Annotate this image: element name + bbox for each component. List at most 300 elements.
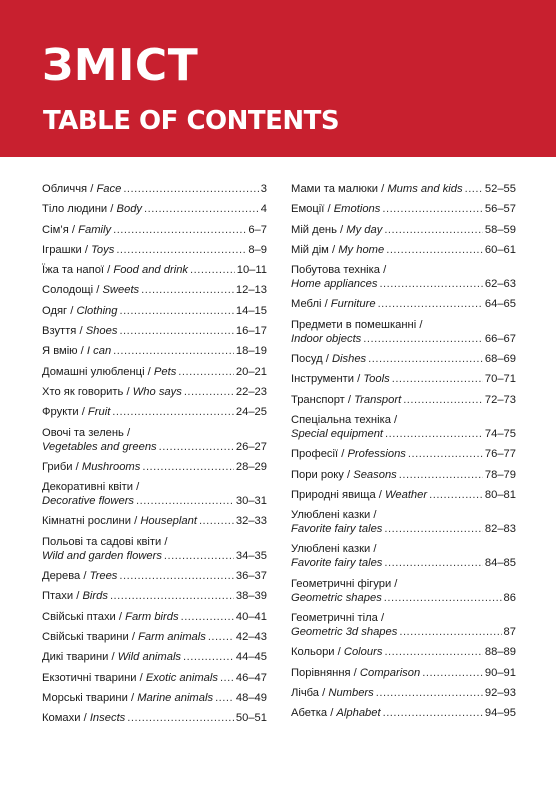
toc-entry-title-en: Professions: [347, 448, 406, 461]
toc-entry-line: [291, 468, 516, 482]
toc-entry-line: [42, 243, 267, 257]
toc-entry-pages: 90–91: [484, 666, 516, 679]
toc-entry: [42, 243, 267, 257]
toc-entry-line: [42, 691, 267, 705]
toc-entry-title-uk: Морські тварини: [42, 691, 128, 704]
toc-entry-title: [291, 297, 376, 311]
dot-leader: [378, 297, 483, 311]
toc-entry-separator: /: [68, 223, 79, 236]
toc-entry-pages: 66–67: [484, 332, 516, 345]
toc-entry-separator: /: [328, 243, 339, 256]
toc-entry-title-uk: Комахи: [42, 712, 81, 725]
toc-entry-pages: 92–93: [484, 686, 516, 699]
toc-entry-title-uk: Кольори: [291, 646, 335, 659]
toc-entry-title-uk: Іграшки: [42, 243, 82, 256]
toc-entry-separator: /: [108, 651, 118, 664]
toc-entry-line: [42, 711, 267, 725]
toc-entry-title: [291, 666, 420, 680]
dot-leader: [384, 645, 482, 659]
toc-entry: [42, 535, 267, 563]
toc-entry-pages: 60–61: [484, 243, 516, 256]
toc-entry-title: [291, 645, 382, 659]
toc-entry-title-en: Exotic animals: [145, 671, 218, 684]
toc-entry-title-uk: Лічба: [291, 686, 320, 699]
toc-entry-title-en: Emotions: [333, 203, 381, 216]
toc-entry-line: [291, 488, 516, 502]
toc-entry-title-uk: Обличчя: [42, 183, 88, 195]
toc-entry-separator: /: [344, 393, 355, 406]
dot-leader: [123, 182, 258, 196]
dot-leader: [110, 589, 234, 603]
toc-entry-separator: /: [76, 325, 86, 338]
toc-entry-title-uk: Мій дім: [291, 243, 329, 256]
toc-entry-separator: /: [73, 590, 83, 603]
toc-entry-pages: 70–71: [484, 373, 516, 386]
dot-leader: [429, 488, 483, 502]
toc-entry-pages: 86: [503, 591, 516, 604]
toc-entry-line: [42, 182, 267, 196]
toc-entry-separator: /: [115, 610, 126, 623]
toc-entry-separator: /: [78, 406, 88, 419]
toc-entry-title: [42, 691, 213, 705]
toc-entry-pages: 64–65: [484, 298, 516, 311]
toc-entry-title-uk: Улюблені казки /: [291, 509, 377, 522]
toc-entry-separator: /: [327, 707, 337, 720]
dot-leader: [215, 691, 234, 705]
toc-entry-title-en: Insects: [89, 712, 126, 725]
toc-entry-line: [42, 494, 267, 508]
toc-entry-separator: /: [321, 298, 331, 311]
toc-entry-line: [42, 283, 267, 297]
dot-leader: [422, 666, 483, 680]
toc-entry: [291, 352, 516, 366]
toc-entry-title-uk: Абетка: [291, 707, 328, 720]
toc-entry-title-uk: Екзотичні тварини: [42, 671, 137, 684]
toc-entry-title-uk: Декоративні квіти /: [42, 481, 140, 494]
toc-entry-separator: /: [81, 243, 92, 256]
toc-entry-title-uk: Транспорт: [291, 393, 345, 406]
toc-entry-title: [42, 671, 218, 685]
toc-entry-title-uk: Взуття: [42, 325, 77, 338]
toc-entry-title-uk: Я вмію: [42, 345, 78, 358]
toc-entry-title-en: Weather: [385, 488, 428, 501]
toc-entry-line: [291, 182, 516, 196]
dot-leader: [178, 365, 234, 379]
toc-entry-title: [42, 610, 179, 624]
toc-entry-line: [42, 589, 267, 603]
toc-entry-separator: /: [80, 712, 90, 725]
toc-entry: [291, 372, 516, 386]
toc-entry-title: [42, 460, 140, 474]
toc-entry-title-uk: Дикі тварини: [42, 651, 109, 664]
toc-entry: [42, 182, 267, 196]
toc-entry-line: [42, 202, 267, 216]
dot-leader: [164, 549, 234, 563]
toc-entry-title-en: Special equipment: [291, 427, 384, 440]
toc-entry: [291, 611, 516, 639]
toc-entry: [291, 182, 516, 196]
toc-entry-title-en: Food and drink: [113, 264, 189, 277]
toc-entry-title-en: Pets: [153, 365, 177, 378]
dot-leader: [363, 332, 483, 346]
toc-entry-line: [291, 447, 516, 461]
toc-entry-line: [291, 666, 516, 680]
toc-entry-title-en: Colours: [343, 646, 383, 659]
toc-entry-title: [42, 344, 111, 358]
toc-entry-title: [42, 711, 125, 725]
toc-entry: [42, 263, 267, 277]
toc-entry-title-uk: Порівняння: [291, 666, 351, 679]
toc-entry-separator: /: [338, 448, 348, 461]
toc-entry-separator: /: [375, 488, 386, 501]
toc-entry-title-uk: Солодощі: [42, 284, 94, 297]
dot-leader: [383, 706, 483, 720]
toc-entry-title-uk: Одяг: [42, 304, 68, 317]
toc-entry-pages: 46–47: [235, 671, 267, 684]
toc-entry-separator: /: [72, 460, 82, 473]
toc-entry-pages: 10–11: [236, 264, 267, 277]
toc-entry-separator: /: [104, 264, 114, 277]
toc-entry-title-en: Transport: [354, 393, 402, 406]
toc-entry-title: [42, 650, 181, 664]
toc-entry-line: [42, 514, 267, 528]
toc-entry: [42, 223, 267, 237]
toc-entry-title: [42, 182, 121, 196]
toc-entry-title-uk: Фрукти: [42, 406, 79, 419]
toc-entry-separator: /: [123, 385, 133, 398]
toc-entry-line: [291, 706, 516, 720]
dot-leader: [379, 277, 482, 291]
toc-entry-title-en: Shoes: [85, 325, 118, 338]
toc-entry-title-en: Farm animals: [138, 630, 206, 643]
toc-entry-line: [291, 591, 516, 605]
toc-entry-pages: 40–41: [235, 610, 267, 623]
toc-entry-title-en: Vegetables and greens: [42, 440, 157, 453]
dot-leader: [116, 243, 246, 257]
toc-entry-pages: 3: [260, 183, 267, 195]
toc-entry-pages: 82–83: [484, 523, 516, 536]
toc-entry-line: [42, 460, 267, 474]
page-subtitle: TABLE OF CONTENTS: [43, 106, 340, 136]
toc-entry-title-uk: Улюблені казки /: [291, 543, 377, 556]
toc-entry-title-en: Numbers: [328, 686, 374, 699]
toc-entry-pages: 20–21: [235, 365, 267, 378]
toc-entry-title-en: Indoor objects: [291, 332, 362, 345]
toc-entry-title: [42, 304, 118, 318]
toc-entry: [42, 304, 267, 318]
dot-leader: [368, 352, 483, 366]
toc-entry-separator: /: [324, 203, 334, 216]
toc-entry-line: [42, 223, 267, 237]
toc-entry-pages: 30–31: [235, 495, 267, 508]
dot-leader: [112, 405, 234, 419]
toc-entry-title-en: Sweets: [102, 284, 140, 297]
toc-entry-title-en: Wild animals: [117, 651, 182, 664]
toc-entry-line: [291, 427, 516, 441]
toc-entry-title-uk: Їжа та напої: [42, 264, 105, 277]
toc-entry-line: [291, 645, 516, 659]
toc-entry: [42, 650, 267, 664]
toc-entry-line: [42, 630, 267, 644]
dot-leader: [120, 304, 234, 318]
dot-leader: [392, 372, 483, 386]
toc-entry-line: [42, 405, 267, 419]
toc-entry-separator: /: [80, 570, 90, 583]
toc-entry-line: [291, 625, 516, 639]
dot-leader: [384, 522, 482, 536]
toc-entry-title-uk: Мій день: [291, 223, 337, 236]
toc-entry-title-uk: Пори року: [291, 468, 344, 481]
toc-entry: [291, 318, 516, 346]
toc-entry-title-en: Clothing: [76, 304, 118, 317]
toc-entry-title-uk: Овочі та зелень /: [42, 426, 131, 439]
toc-entry-pages: 38–39: [235, 590, 267, 603]
toc-entry: [291, 577, 516, 605]
dot-leader: [119, 324, 233, 338]
toc-entry: [42, 405, 267, 419]
toc-entry-title: [291, 468, 397, 482]
toc-entry-title: [291, 393, 401, 407]
toc-entry-pages: 8–9: [248, 243, 267, 256]
toc-entry: [42, 460, 267, 474]
dot-leader: [386, 243, 483, 257]
toc-entry: [291, 488, 516, 502]
toc-entry-pages: 52–55: [484, 183, 516, 195]
dot-leader: [384, 223, 483, 237]
toc-entry-title-uk: Предмети в помешканні /: [291, 318, 423, 331]
toc-entry-pages: 48–49: [235, 691, 267, 704]
toc-entry-separator: /: [77, 345, 87, 358]
toc-column-left: [42, 182, 267, 731]
toc-entry-pages: 34–35: [235, 549, 267, 562]
toc-entry-title: [42, 243, 114, 257]
dot-leader: [181, 610, 234, 624]
toc-entry-title-en: Mushrooms: [81, 460, 141, 473]
toc-entry-title: [42, 365, 176, 379]
toc-entry-title-uk: Побутова техніка /: [291, 264, 387, 277]
toc-entry-title-en: Dishes: [331, 353, 367, 366]
toc-entry-pages: 12–13: [235, 284, 267, 297]
toc-entry-title-uk: Меблі: [291, 298, 322, 311]
toc-entry-title: [291, 686, 374, 700]
toc-entry: [42, 480, 267, 508]
dot-leader: [465, 182, 483, 196]
toc-entry-line: [291, 372, 516, 386]
toc-entry: [42, 569, 267, 583]
toc-entry-separator: /: [350, 666, 360, 679]
toc-entry-separator: /: [354, 373, 364, 386]
toc-entry-title: [291, 202, 380, 216]
toc-entry-title-en: Home appliances: [291, 278, 378, 291]
toc-entry-line: [42, 385, 267, 399]
toc-entry-title: [42, 223, 111, 237]
toc-entry-pages: 56–57: [484, 203, 516, 216]
toc-entry: [291, 645, 516, 659]
toc-entry-line: [42, 263, 267, 277]
toc-entry-line: [291, 277, 516, 291]
toc-entry-separator: /: [144, 365, 154, 378]
toc-entry-title: [42, 569, 117, 583]
toc-entry-title-uk: Хто як говорить: [42, 385, 124, 398]
toc-entry-pages: 87: [503, 626, 516, 639]
toc-entry-pages: 14–15: [235, 304, 267, 317]
toc-entry-pages: 24–25: [235, 406, 267, 419]
toc-entry-title-uk: Геометричні тіла /: [291, 612, 385, 625]
toc-entry-title: [42, 263, 188, 277]
dot-leader: [408, 447, 483, 461]
toc-entry-pages: 32–33: [235, 515, 267, 528]
toc-entry-title: [42, 405, 110, 419]
toc-entry-title-en: My day: [346, 223, 383, 236]
toc-entry-title-uk: Емоції: [291, 203, 325, 216]
toc-entry-pages: 4: [260, 203, 267, 216]
toc-entry-separator: /: [67, 304, 77, 317]
dot-leader: [144, 202, 259, 216]
toc-entry: [42, 589, 267, 603]
toc-entry-title: [291, 352, 366, 366]
toc-entry-separator: /: [336, 223, 347, 236]
toc-entry: [291, 542, 516, 570]
toc-entry-title-en: Favorite fairy tales: [291, 523, 383, 536]
toc-entry: [291, 447, 516, 461]
toc-entry-title: [42, 630, 206, 644]
toc-entry-title-en: Marine animals: [137, 691, 214, 704]
toc-entry-separator: /: [334, 646, 344, 659]
toc-entry-pages: 50–51: [235, 712, 267, 725]
toc-entry-title-uk: Геометричні фігури /: [291, 577, 398, 590]
toc-entry-title-en: Who says: [132, 385, 182, 398]
toc-entry-line: [42, 650, 267, 664]
toc-entry-pages: 72–73: [484, 393, 516, 406]
dot-leader: [399, 468, 483, 482]
toc-entry-pages: 26–27: [235, 440, 267, 453]
toc-entry-title: [291, 372, 390, 386]
toc-entry: [42, 610, 267, 624]
toc-entry-title: [291, 243, 384, 257]
toc-entry-title-en: Family: [78, 223, 112, 236]
toc-entry-title-uk: Свійські тварини: [42, 630, 129, 643]
toc-entry-line: [42, 344, 267, 358]
toc-entry-pages: 78–79: [484, 468, 516, 481]
toc-entry-title-uk: Мами та малюки: [291, 183, 379, 195]
toc-entry-title-uk: Тіло людини: [42, 203, 108, 216]
dot-leader: [141, 283, 234, 297]
toc-entry-separator: /: [343, 468, 354, 481]
toc-entry: [42, 426, 267, 454]
toc-entry-title-en: Decorative flowers: [42, 495, 135, 508]
page-title: ЗМІСТ: [42, 40, 199, 91]
toc-entry: [291, 666, 516, 680]
toc-entry-pages: 76–77: [484, 448, 516, 461]
toc-entry-title-en: Seasons: [353, 468, 397, 481]
toc-entry-title-en: Mums and kids: [387, 183, 463, 195]
toc-entry-pages: 58–59: [484, 223, 516, 236]
toc-entry-title-en: Houseplant: [140, 515, 197, 528]
toc-entry-title: [42, 589, 108, 603]
toc-entry-title-uk: Польові та садові квіти /: [42, 535, 168, 548]
dot-leader: [127, 711, 234, 725]
toc-entry: [42, 283, 267, 297]
toc-entry-pages: 18–19: [235, 345, 267, 358]
dot-leader: [384, 591, 502, 605]
toc-entry: [291, 468, 516, 482]
toc-entry-title-en: Wild and garden flowers: [42, 549, 162, 562]
toc-entry-title-uk: Спеціальна техніка /: [291, 413, 398, 426]
toc-entry-title-en: Trees: [89, 570, 118, 583]
toc-entry-pages: 36–37: [235, 570, 267, 583]
toc-entry-title: [42, 385, 182, 399]
toc-entry: [291, 393, 516, 407]
toc-entry-separator: /: [322, 353, 332, 366]
toc-entry-pages: 16–17: [235, 325, 267, 338]
toc-entry-title-uk: Посуд: [291, 353, 323, 366]
toc-entry: [291, 686, 516, 700]
toc-entry-separator: /: [128, 630, 139, 643]
toc-entry-line: [42, 549, 267, 563]
dot-leader: [159, 440, 234, 454]
toc-entry-title-en: Geometric shapes: [291, 591, 382, 604]
toc-entry-title-en: Alphabet: [336, 707, 381, 720]
toc-entry-title-en: I can: [86, 345, 112, 358]
toc-entry-pages: 62–63: [484, 278, 516, 291]
toc-entry: [42, 385, 267, 399]
toc-entry-line: [291, 393, 516, 407]
toc-entry-line: [291, 243, 516, 257]
toc-entry-line: [42, 610, 267, 624]
dot-leader: [184, 385, 234, 399]
toc-entry-title-uk: Сім’я: [42, 223, 69, 236]
toc-entry-pages: 28–29: [235, 460, 267, 473]
dot-leader: [376, 686, 483, 700]
toc-entry-title: [42, 283, 139, 297]
toc-entry-title-uk: Кімнатні рослини: [42, 515, 131, 528]
toc-entry: [42, 711, 267, 725]
toc-entry-pages: 94–95: [484, 707, 516, 720]
toc-entry-separator: /: [136, 671, 146, 684]
toc-entry-line: [291, 202, 516, 216]
toc-entry-separator: /: [87, 183, 97, 195]
dot-leader: [199, 514, 234, 528]
toc-entry: [291, 243, 516, 257]
toc-entry-title: [291, 488, 427, 502]
toc-entry-title-en: Body: [116, 203, 143, 216]
dot-leader: [190, 263, 235, 277]
toc-entry-line: [42, 671, 267, 685]
toc-entry-title-uk: Домашні улюбленці: [42, 365, 145, 378]
dot-leader: [183, 650, 234, 664]
dot-leader: [119, 569, 233, 583]
toc-entry: [291, 202, 516, 216]
toc-entry-line: [42, 365, 267, 379]
toc-entry-line: [291, 686, 516, 700]
toc-column-right: [291, 182, 516, 727]
toc-entry-line: [291, 556, 516, 570]
dot-leader: [113, 344, 234, 358]
toc-entry-title: [42, 514, 197, 528]
toc-entry-title-en: Toys: [91, 243, 115, 256]
toc-entry: [291, 508, 516, 536]
toc-entry-separator: /: [107, 203, 117, 216]
toc-entry-title-en: Tools: [363, 373, 390, 386]
toc-entry-line: [291, 297, 516, 311]
toc-entry-pages: 88–89: [484, 646, 516, 659]
dot-leader: [403, 393, 483, 407]
toc-entry: [42, 691, 267, 705]
toc-entry-title: [291, 182, 463, 196]
toc-entry-title-uk: Дерева: [42, 570, 81, 583]
toc-entry-title: [291, 706, 381, 720]
toc-entry-title: [291, 447, 406, 461]
